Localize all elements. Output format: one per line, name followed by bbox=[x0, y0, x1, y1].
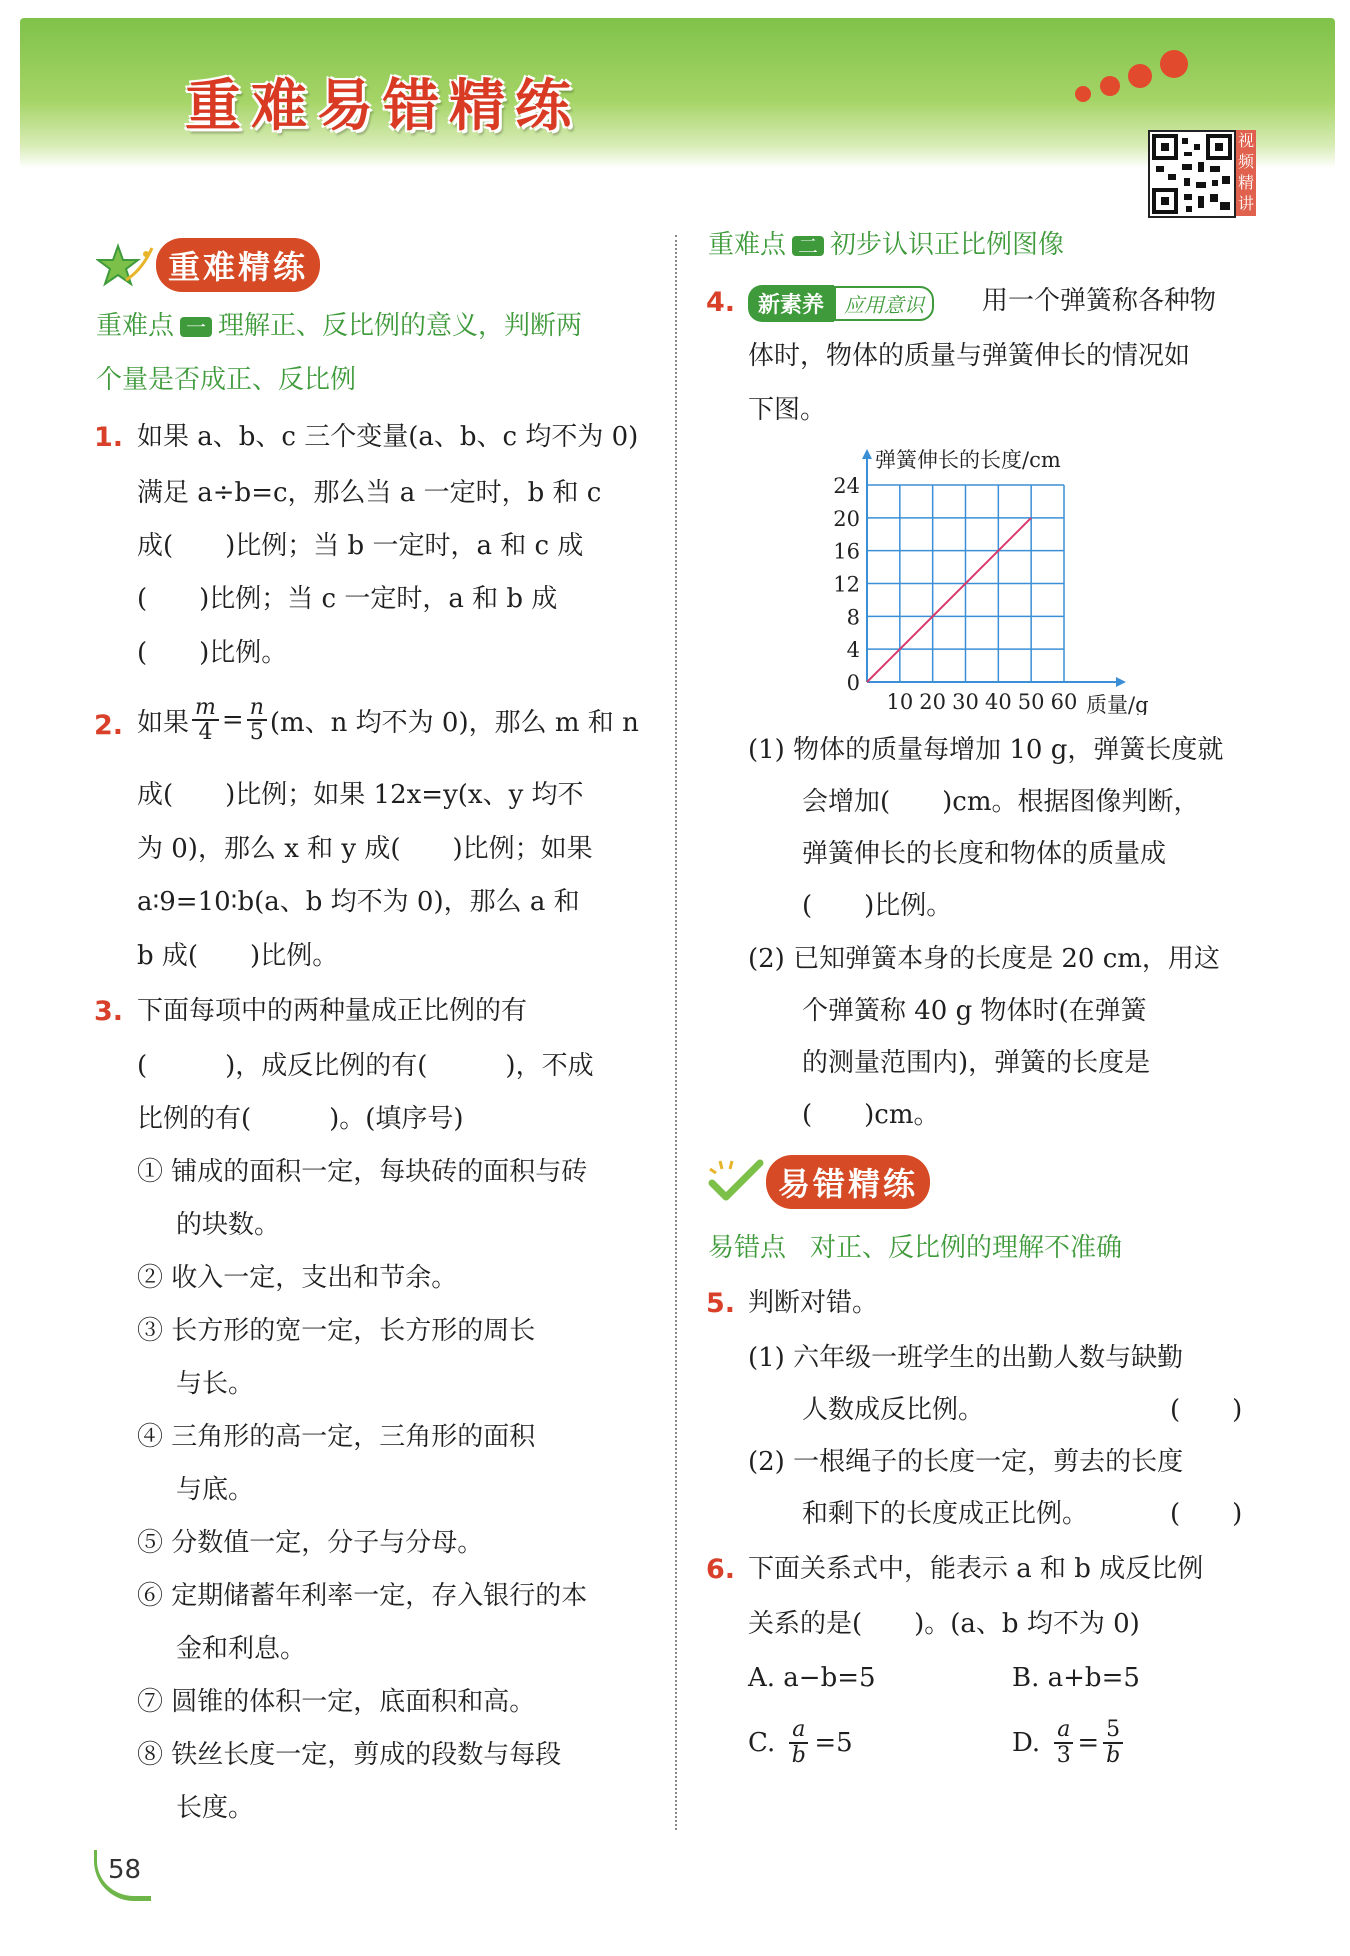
fraction-denominator: b bbox=[1106, 1743, 1121, 1769]
q5-line: 人数成反比例。 bbox=[802, 1395, 985, 1425]
q5-line: (2) 一根绳子的长度一定，剪去的长度 bbox=[748, 1447, 1184, 1477]
option-b[interactable]: B. a+b=5 bbox=[1012, 1663, 1140, 1693]
qr-label: 视频精讲 bbox=[1236, 130, 1256, 216]
q3-item: 与底。 bbox=[176, 1475, 255, 1505]
equals-sign: = bbox=[1077, 1728, 1100, 1759]
x-tick-label: 40 bbox=[984, 690, 1012, 714]
x-tick-label: 30 bbox=[952, 690, 979, 714]
q3-item: 金和利息。 bbox=[176, 1634, 307, 1664]
point-text: 理解正、反比例的意义，判断两 bbox=[218, 311, 583, 341]
question-number: 2. bbox=[94, 710, 124, 741]
q3-item: ⑥ 定期储蓄年利率一定，存入银行的本 bbox=[137, 1581, 588, 1611]
y-tick-label: 20 bbox=[833, 506, 860, 531]
q4-sub2-line: 个弹簧称 40 g 物体时(在弹簧 bbox=[802, 996, 1147, 1026]
x-axis-arrow bbox=[1116, 677, 1126, 687]
x-tick-label: 60 bbox=[1050, 690, 1078, 714]
q2-line: 为 0)，那么 x 和 y 成( )比例；如果 bbox=[137, 834, 593, 864]
point-label: 重难点 bbox=[708, 230, 787, 260]
q5-line: 和剩下的长度成正比例。 bbox=[802, 1499, 1089, 1529]
decor-dot bbox=[1128, 64, 1152, 88]
fraction bbox=[1103, 1718, 1123, 1768]
page-title: 重难易错精练 bbox=[185, 74, 581, 139]
q6-line: 下面关系式中，能表示 a 和 b 成反比例 bbox=[748, 1554, 1204, 1584]
q4-sub2-line: 的测量范围内)，弹簧的长度是 bbox=[802, 1048, 1151, 1078]
point-number-badge: 一 bbox=[180, 317, 212, 337]
point-label: 重难点 bbox=[96, 311, 175, 341]
question-number: 4. bbox=[706, 287, 736, 318]
q2-prefix: 如果 bbox=[137, 707, 190, 738]
error-point-heading bbox=[708, 1235, 1122, 1261]
tag-new-literacy: 新素养 bbox=[748, 285, 834, 322]
y-tick-label: 8 bbox=[846, 605, 860, 630]
fraction-denominator: b bbox=[791, 1743, 806, 1769]
q2-line1-rest: (m、n 均不为 0)，那么 m 和 n bbox=[269, 707, 639, 738]
fraction bbox=[1054, 1718, 1073, 1768]
q3-item: ④ 三角形的高一定，三角形的面积 bbox=[137, 1422, 536, 1452]
answer-paren[interactable]: ( ) bbox=[1170, 1499, 1243, 1529]
option-a[interactable]: A. a−b=5 bbox=[748, 1663, 876, 1693]
option-c[interactable] bbox=[748, 1718, 853, 1768]
q1-line: 如果 a、b、c 三个变量(a、b、c 均不为 0) bbox=[137, 422, 639, 452]
q1-line: 满足 a÷b=c，那么当 a 一定时，b 和 c bbox=[137, 478, 602, 508]
option-label: C. bbox=[748, 1728, 776, 1759]
q3-item: ⑧ 铁丝长度一定，剪成的段数与每段 bbox=[137, 1740, 562, 1770]
fraction-denominator: 4 bbox=[198, 720, 213, 746]
section-title: 重难精练 bbox=[156, 238, 320, 292]
section-heading-hard bbox=[96, 238, 320, 292]
point-one-line1 bbox=[96, 313, 582, 339]
decor-dot bbox=[1160, 50, 1188, 78]
error-point-text: 对正、反比例的理解不准确 bbox=[810, 1233, 1123, 1263]
fraction-numerator: a bbox=[789, 1718, 808, 1744]
question-number: 5. bbox=[706, 1288, 736, 1319]
x-tick-label: 20 bbox=[919, 690, 947, 714]
option-d[interactable] bbox=[1012, 1718, 1127, 1768]
y-tick-label: 24 bbox=[833, 474, 860, 498]
star-leaf-icon bbox=[96, 240, 156, 290]
y-tick-label: 12 bbox=[833, 572, 860, 597]
q2-line: 成( )比例；如果 12x=y(x、y 均不 bbox=[137, 780, 584, 810]
checkmark-icon bbox=[706, 1157, 766, 1207]
q3-line: ( )，成反比例的有( )，不成 bbox=[137, 1051, 594, 1081]
fraction-numerator: m bbox=[192, 696, 219, 721]
decor-dot bbox=[1075, 86, 1091, 102]
q4-sub2-line: ( )cm。 bbox=[802, 1100, 940, 1130]
q5-title: 判断对错。 bbox=[748, 1288, 879, 1318]
fraction bbox=[789, 1718, 808, 1768]
column-divider bbox=[675, 235, 677, 1830]
data-line bbox=[867, 518, 1031, 682]
q2-line1 bbox=[137, 696, 639, 744]
q3-item: ① 铺成的面积一定，每块砖的面积与砖 bbox=[137, 1157, 588, 1187]
spring-chart bbox=[820, 435, 1280, 715]
fraction-numerator: a bbox=[1054, 1718, 1073, 1744]
point-two-heading bbox=[708, 232, 1064, 258]
equals-sign: = bbox=[221, 705, 244, 736]
y-tick-label: 0 bbox=[846, 671, 860, 695]
error-point-label: 易错点 bbox=[708, 1233, 787, 1263]
y-tick-label: 4 bbox=[846, 638, 860, 663]
section-title: 易错精练 bbox=[766, 1155, 930, 1209]
y-axis-arrow bbox=[862, 449, 872, 459]
question-number: 1. bbox=[94, 422, 124, 453]
q3-item: ⑤ 分数值一定，分子与分母。 bbox=[137, 1528, 484, 1558]
q2-line: b 成( )比例。 bbox=[137, 941, 339, 971]
q4-sub1-line: ( )比例。 bbox=[802, 891, 953, 921]
answer-paren[interactable]: ( ) bbox=[1170, 1395, 1243, 1425]
q4-line: 体时，物体的质量与弹簧伸长的情况如 bbox=[748, 341, 1191, 371]
q4-sub1-line: 会增加( )cm。根据图像判断， bbox=[802, 787, 1200, 817]
q3-item: ③ 长方形的宽一定，长方形的周长 bbox=[137, 1316, 536, 1346]
q4-sub1-line: (1) 物体的质量每增加 10 g，弹簧长度就 bbox=[748, 735, 1224, 765]
q3-line: 比例的有( )。(填序号) bbox=[137, 1104, 464, 1134]
fraction-denominator: 3 bbox=[1056, 1743, 1071, 1769]
q3-item: 与长。 bbox=[176, 1369, 255, 1399]
q4-sub1-line: 弹簧伸长的长度和物体的质量成 bbox=[802, 839, 1167, 869]
q5-line: (1) 六年级一班学生的出勤人数与缺勤 bbox=[748, 1343, 1184, 1373]
option-label: D. bbox=[1012, 1728, 1041, 1759]
point-one-line2: 个量是否成正、反比例 bbox=[96, 365, 357, 395]
question-number: 6. bbox=[706, 1554, 736, 1585]
question-number: 3. bbox=[94, 996, 124, 1027]
q3-item: 长度。 bbox=[176, 1793, 255, 1823]
qr-code[interactable] bbox=[1148, 130, 1236, 218]
q3-item: ② 收入一定，支出和节余。 bbox=[137, 1263, 458, 1293]
q2-line: a∶9=10∶b(a、b 均不为 0)，那么 a 和 bbox=[137, 887, 580, 917]
qr-icon bbox=[1150, 132, 1234, 216]
fraction-denominator: 5 bbox=[249, 720, 264, 746]
option-c-rest: =5 bbox=[814, 1728, 853, 1759]
q1-line: ( )比例；当 c 一定时，a 和 b 成 bbox=[137, 584, 558, 614]
q6-line: 关系的是( )。(a、b 均不为 0) bbox=[748, 1609, 1140, 1639]
fraction bbox=[247, 696, 267, 744]
point-text: 初步认识正比例图像 bbox=[830, 230, 1065, 260]
q4-line: 下图。 bbox=[748, 395, 827, 425]
point-number-badge: 二 bbox=[792, 236, 824, 256]
x-tick-label: 50 bbox=[1017, 690, 1045, 714]
q3-item: ⑦ 圆锥的体积一定，底面积和高。 bbox=[137, 1687, 536, 1717]
y-tick-label: 16 bbox=[833, 539, 860, 564]
tag-application: 应用意识 bbox=[834, 286, 934, 321]
x-axis-label: 质量/g bbox=[1086, 693, 1149, 715]
y-axis-label: 弹簧伸长的长度/cm bbox=[875, 448, 1061, 472]
q1-line: ( )比例。 bbox=[137, 638, 288, 668]
decor-dot bbox=[1100, 76, 1120, 96]
q4-sub2-line: (2) 已知弹簧本身的长度是 20 cm，用这 bbox=[748, 944, 1220, 974]
x-tick-label: 10 bbox=[886, 690, 914, 714]
fraction-numerator: 5 bbox=[1103, 1718, 1123, 1744]
section-heading-error bbox=[706, 1155, 930, 1209]
literacy-tag bbox=[748, 285, 934, 322]
q3-line: 下面每项中的两种量成正比例的有 bbox=[137, 996, 528, 1026]
fraction-numerator: n bbox=[247, 696, 267, 721]
q1-line: 成( )比例；当 b 一定时，a 和 c 成 bbox=[137, 531, 584, 561]
q3-item: 的块数。 bbox=[176, 1210, 281, 1240]
fraction bbox=[192, 696, 219, 744]
page-number: 58 bbox=[108, 1855, 142, 1885]
q4-line: 用一个弹簧称各种物 bbox=[982, 286, 1217, 316]
